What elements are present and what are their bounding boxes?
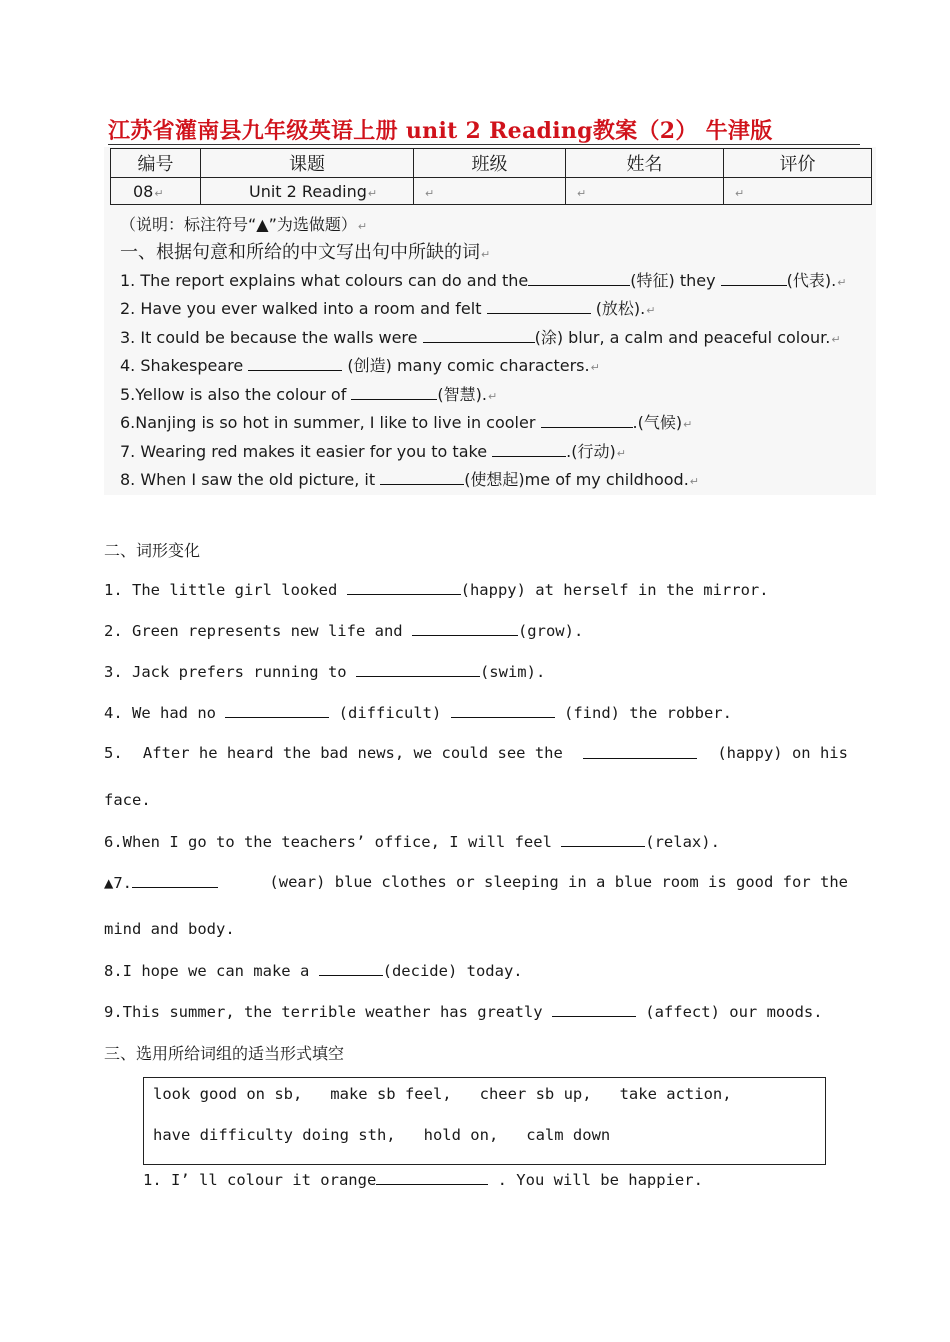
return-mark: ↵: [488, 390, 498, 403]
answer-blank[interactable]: [376, 1170, 488, 1185]
answer-blank[interactable]: [561, 832, 645, 847]
return-mark: ↵: [154, 186, 164, 200]
return-mark: ↵: [683, 418, 693, 431]
value-cell-number: 08↵: [111, 178, 201, 205]
return-mark: ↵: [616, 447, 626, 460]
value-cell-class: [414, 178, 566, 205]
return-mark: ↵: [357, 220, 368, 233]
answer-blank[interactable]: [528, 271, 630, 286]
answer-blank[interactable]: [721, 271, 787, 286]
answer-blank[interactable]: [351, 385, 437, 400]
answer-blank[interactable]: [412, 621, 518, 636]
section1-item-4: 4. Shakespeare (创造) many comic characters.↵: [120, 356, 600, 375]
section1-item-6: 6.Nanjing is so hot in summer, I like to live in cooler .(气候)↵: [120, 413, 693, 432]
answer-blank[interactable]: [380, 470, 464, 485]
value-cell-name: [566, 178, 724, 205]
answer-blank[interactable]: [347, 580, 461, 595]
answer-blank[interactable]: [583, 744, 697, 759]
section1-heading: 一、根据句意和所给的中文写出句中所缺的词↵: [120, 242, 491, 263]
answer-blank[interactable]: [492, 442, 566, 457]
section2-item-1: 1. The little girl looked (happy) at herself in the mirror.: [104, 581, 769, 599]
answer-blank[interactable]: [248, 356, 342, 371]
return-mark: ↵: [367, 186, 378, 200]
answer-blank[interactable]: [132, 873, 218, 888]
header-cell-class: 班级: [414, 149, 566, 178]
section1-item-8: 8. When I saw the old picture, it (使想起)me of my childhood.↵: [120, 470, 700, 489]
section2-item-2: 2. Green represents new life and (grow).: [104, 622, 584, 640]
title-underline: [108, 144, 860, 145]
section3-item-1: 1. I’ ll colour it orange . You will be happier.: [143, 1171, 703, 1189]
answer-blank[interactable]: [541, 413, 633, 428]
phrase-row-1: look good on sb, make sb feel, cheer sb up, take action,: [153, 1085, 732, 1103]
answer-blank[interactable]: [423, 328, 535, 343]
answer-blank[interactable]: [552, 1002, 636, 1017]
section2-item-8: 8.I hope we can make a (decide) today.: [104, 962, 523, 980]
section2-item-3: 3. Jack prefers running to (swim).: [104, 663, 546, 681]
header-cell-evaluation: 评价: [724, 149, 872, 178]
answer-blank[interactable]: [225, 703, 329, 718]
answer-blank[interactable]: [451, 703, 555, 718]
header-cell-number: 编号: [111, 149, 201, 178]
answer-blank[interactable]: [356, 662, 480, 677]
return-mark: ↵: [425, 186, 435, 200]
return-mark: ↵: [735, 186, 745, 200]
document-title: 江苏省灌南县九年级英语上册 unit 2 Reading教案（2） 牛津版: [108, 118, 773, 144]
phrase-box: [143, 1077, 826, 1165]
section1-item-3: 3. It could be because the walls were (涂) blur, a calm and peaceful colour.↵: [120, 328, 841, 347]
header-cell-topic: 课题: [201, 149, 414, 178]
section1-item-1: 1. The report explains what colours can do and the (特征) they (代表).↵: [120, 271, 847, 290]
section2-item-5-cont: face.: [104, 791, 151, 809]
answer-blank[interactable]: [319, 961, 383, 976]
instruction-note: （说明：标注符号“▲”为选做题）↵: [120, 215, 368, 234]
section1-item-7: 7. Wearing red makes it easier for you to take .(行动)↵: [120, 442, 626, 461]
value-cell-evaluation: [724, 178, 872, 205]
section2-item-5: 5. After he heard the bad news, we could see the (happy) on his: [104, 744, 848, 762]
section2-item-7-cont: mind and body.: [104, 920, 235, 938]
info-table: [110, 148, 872, 205]
return-mark: ↵: [646, 304, 656, 317]
section1-item-2: 2. Have you ever walked into a room and felt (放松).↵: [120, 299, 656, 318]
return-mark: ↵: [577, 186, 587, 200]
section3-heading: 三、选用所给词组的适当形式填空: [104, 1044, 345, 1063]
answer-blank[interactable]: [487, 299, 591, 314]
section2-item-4: 4. We had no (difficult) (find) the robber.: [104, 704, 732, 722]
header-cell-name: 姓名: [566, 149, 724, 178]
value-cell-topic: Unit 2 Reading↵: [201, 178, 414, 205]
section1-item-5: 5.Yellow is also the colour of (智慧).↵: [120, 385, 498, 404]
return-mark: ↵: [831, 333, 841, 346]
return-mark: ↵: [689, 475, 700, 488]
return-mark: ↵: [837, 276, 847, 289]
section2-item-6: 6.When I go to the teachers’ office, I will feel (relax).: [104, 833, 720, 851]
section2-item-7: ▲7. (wear) blue clothes or sleeping in a blue room is good for the: [104, 873, 848, 892]
phrase-row-2: have difficulty doing sth, hold on, calm down: [153, 1126, 611, 1144]
return-mark: ↵: [481, 248, 491, 261]
section2-item-9: 9.This summer, the terrible weather has greatly (affect) our moods.: [104, 1003, 823, 1021]
section2-heading: 二、词形变化: [104, 541, 201, 560]
return-mark: ↵: [590, 361, 600, 374]
